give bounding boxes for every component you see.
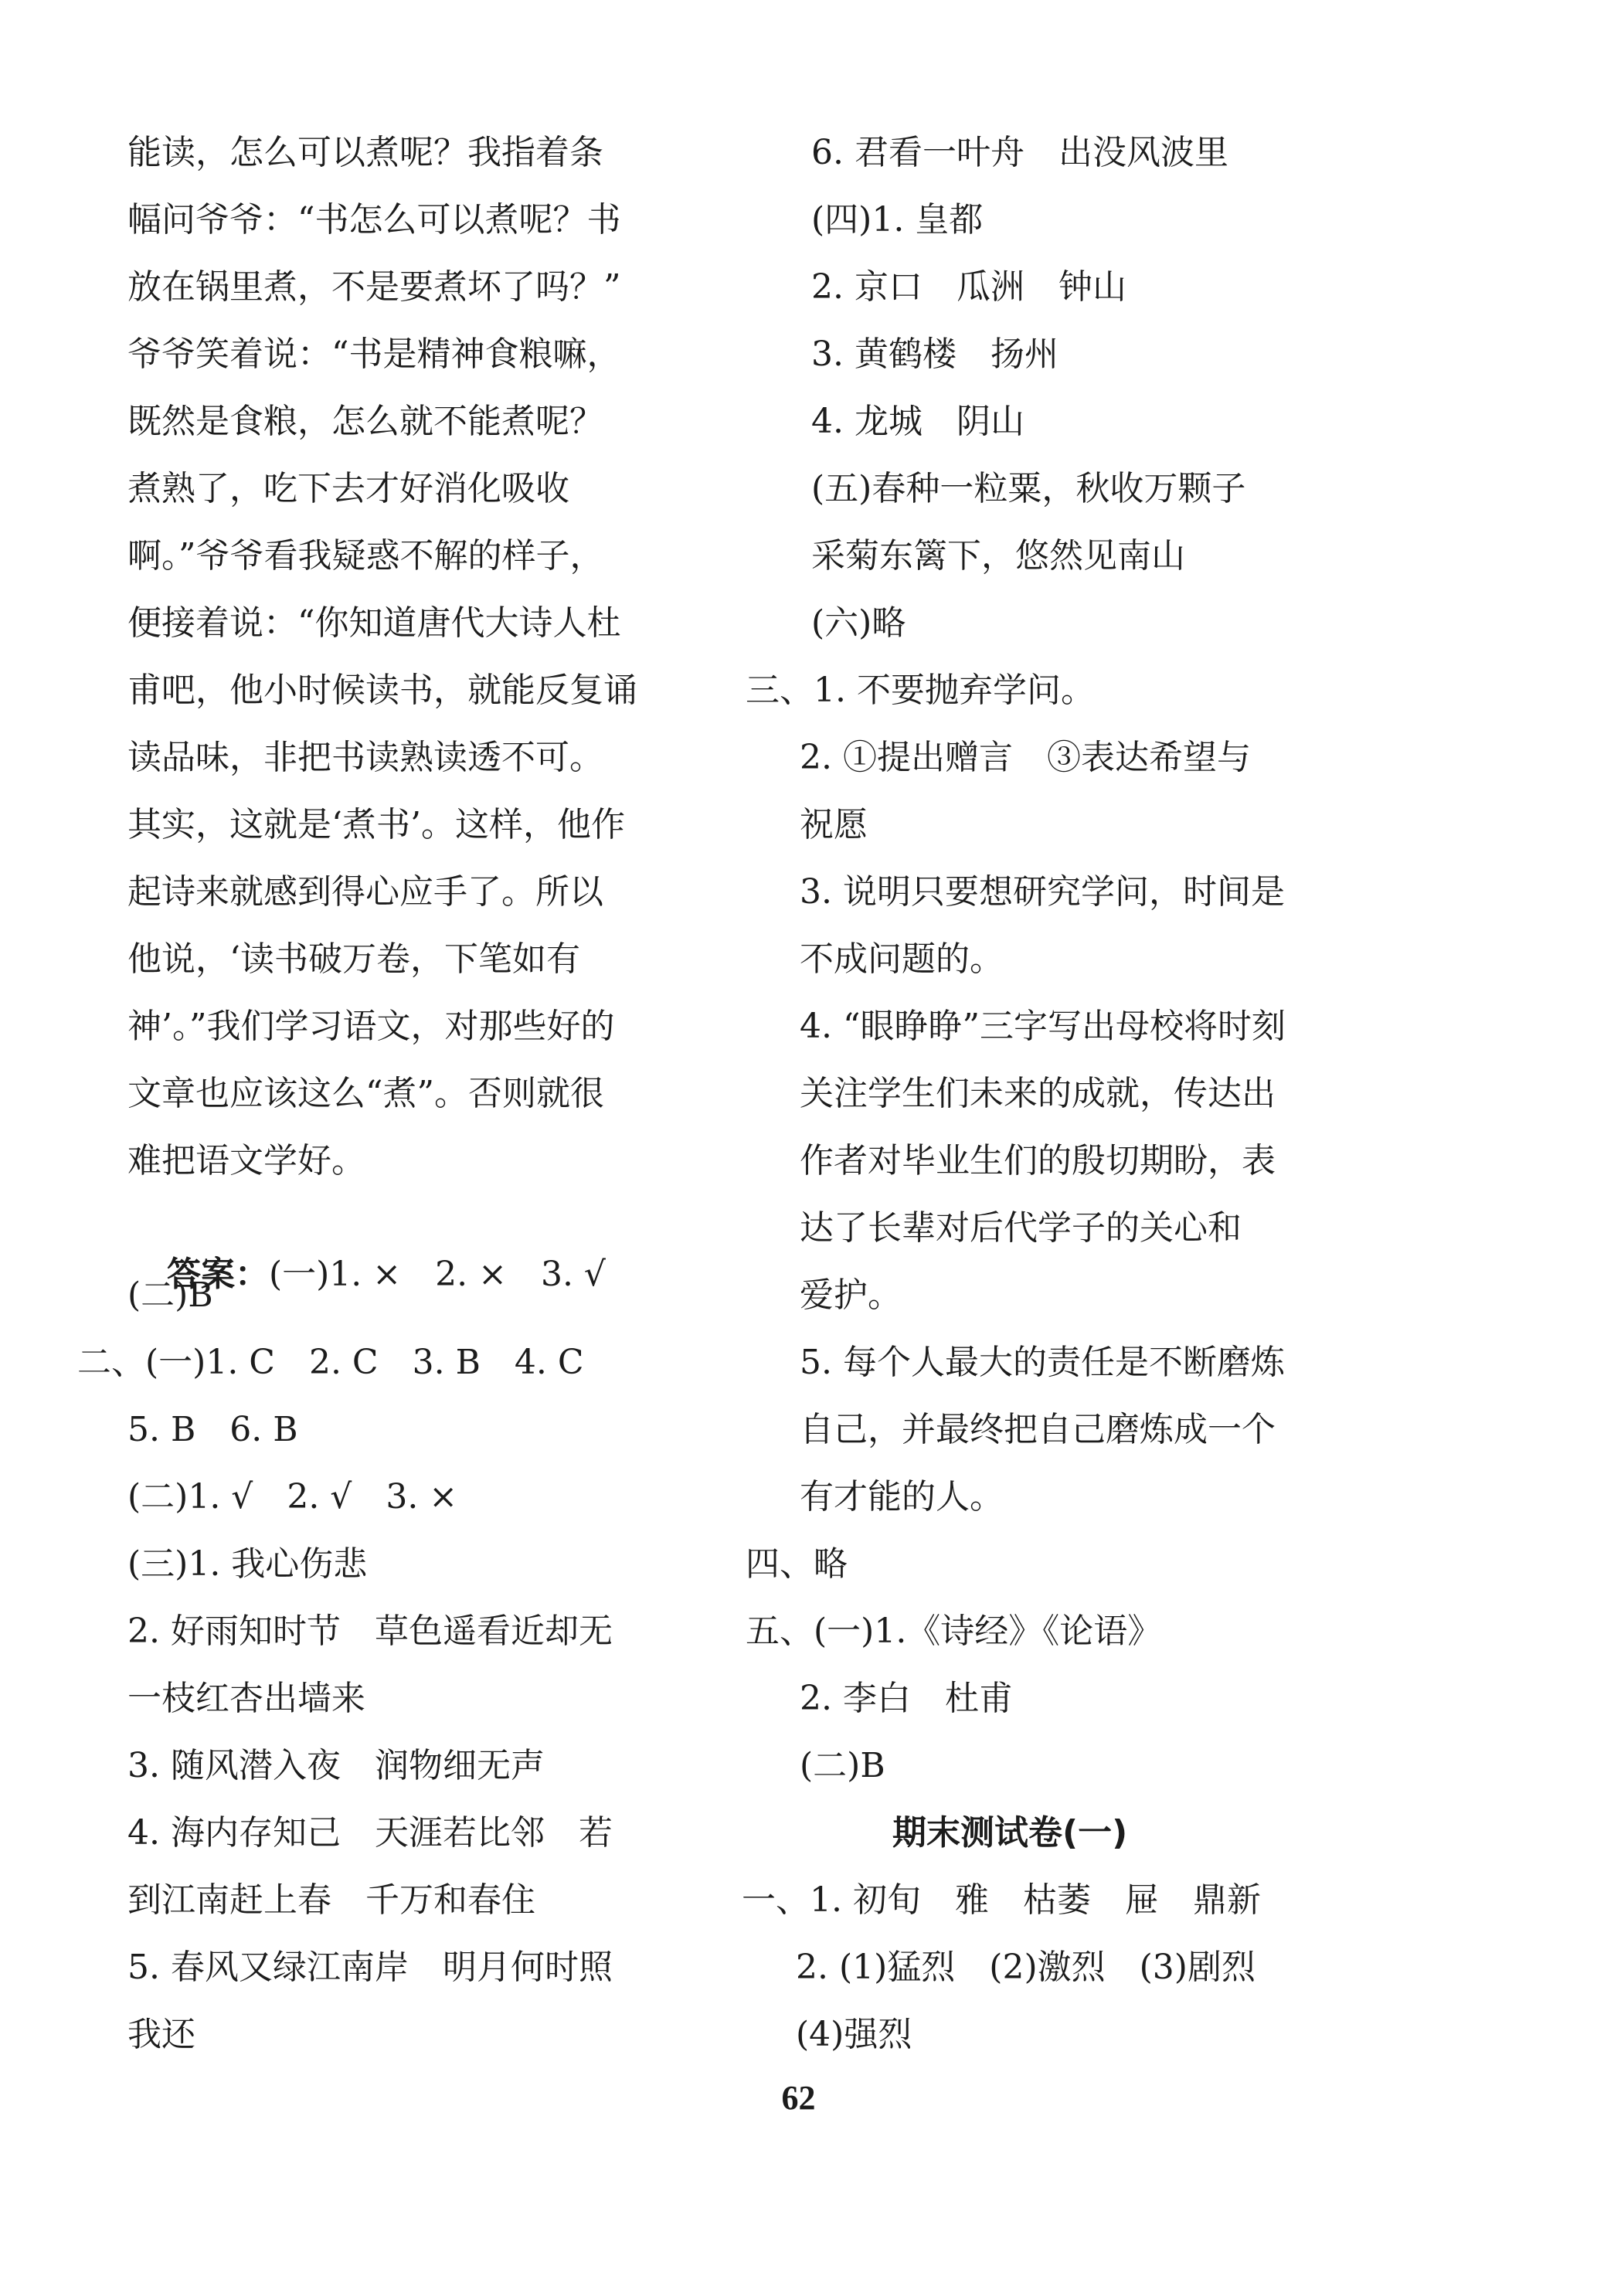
answer-line: 采菊东篱下，悠然见南山 xyxy=(811,536,1185,576)
answer-line: 2. ①提出赠言 ③表达希望与 xyxy=(800,738,1251,777)
answer-line: 三、1. 不要抛弃学问。 xyxy=(746,671,1095,710)
answer-line: 不成问题的。 xyxy=(800,939,1004,979)
answer-line: 4. “眼睁睁”三字写出母校将时刻 xyxy=(800,1007,1286,1046)
answer-line: (4)强烈 xyxy=(796,2015,912,2054)
answer-line: 达了长辈对后代学子的关心和 xyxy=(800,1208,1242,1248)
answer-line: 二、(一)1. C 2. C 3. B 4. C xyxy=(77,1343,584,1382)
answer-line: 3. 黄鹤楼 扬州 xyxy=(811,335,1058,374)
answer-line xyxy=(124,1205,606,1294)
answer-label: 答案： xyxy=(166,1255,269,1294)
answer-line: 一枝红杏出墙来 xyxy=(127,1679,365,1718)
answer-line: 5. 春风又绿江南岸 明月何时照 xyxy=(127,1948,613,1987)
answer-line: 自己，并最终把自己磨炼成一个 xyxy=(800,1410,1276,1449)
answer-line: 2. 京口 瓜洲 钟山 xyxy=(811,267,1126,307)
answer-line: 4. 海内存知己 天涯若比邻 若 xyxy=(127,1813,613,1853)
essay-line: 啊。”爷爷看我疑惑不解的样子， xyxy=(127,536,604,576)
essay-line: 他说，‘读书破万卷，下笔如有 xyxy=(127,939,580,979)
answer-line: 祝愿 xyxy=(800,805,868,844)
answer-line: 2. (1)猛烈 (2)激烈 (3)剧烈 xyxy=(796,1948,1256,1987)
answer-line: 5. B 6. B xyxy=(127,1410,298,1449)
answer-line: 有才能的人。 xyxy=(800,1477,1004,1517)
answer-line: 6. 君看一叶舟 出没风波里 xyxy=(811,133,1228,172)
answer-line: 四、略 xyxy=(746,1544,848,1584)
essay-line: 难把语文学好。 xyxy=(127,1141,365,1180)
answer-line: 3. 说明只要想研究学问，时间是 xyxy=(800,872,1285,912)
exam-heading: 期末测试卷(一) xyxy=(892,1813,1128,1853)
answer-line: (五)春种一粒粟，秋收万颗子 xyxy=(811,469,1246,508)
answer-line: 一、1. 初旬 雅 枯萎 屉 鼎新 xyxy=(742,1880,1261,1920)
essay-line: 放在锅里煮，不是要煮坏了吗？” xyxy=(127,267,621,307)
answer-line: (四)1. 皇都 xyxy=(811,200,984,239)
answer-line: (二)1. √ 2. √ 3. × xyxy=(127,1477,458,1517)
answer-line: (六)略 xyxy=(811,603,906,643)
answer-line: 到江南赶上春 千万和春住 xyxy=(127,1880,535,1920)
answer-line: 关注学生们未来的成就，传达出 xyxy=(800,1074,1276,1113)
essay-line: 其实，这就是‘煮书’。这样，他作 xyxy=(127,805,625,844)
essay-line: 便接着说：“你知道唐代大诗人杜 xyxy=(127,603,621,643)
answer-line: 2. 好雨知时节 草色遥看近却无 xyxy=(127,1612,613,1651)
answer-line: 作者对毕业生们的殷切期盼，表 xyxy=(800,1141,1276,1180)
essay-line: 文章也应该这么“煮”。否则就很 xyxy=(127,1074,604,1113)
essay-line: 甫吧，他小时候读书，就能反复诵 xyxy=(127,671,637,710)
essay-line: 幅问爷爷：“书怎么可以煮呢？书 xyxy=(127,200,621,239)
essay-line: 能读，怎么可以煮呢？我指着条 xyxy=(127,133,603,172)
answer-line: 五、(一)1.《诗经》《论语》 xyxy=(746,1612,1162,1651)
essay-line: 读品味，非把书读熟读透不可。 xyxy=(127,738,603,777)
answer-line: 5. 每个人最大的责任是不断磨炼 xyxy=(800,1343,1285,1382)
essay-line: 既然是食粮，怎么就不能煮呢？ xyxy=(127,402,603,441)
answer-text: (一)1. × 2. × 3. √ xyxy=(268,1255,606,1294)
answer-line: (二)B xyxy=(127,1275,213,1315)
page-number: 62 xyxy=(781,2079,816,2117)
essay-line: 爷爷笑着说：“书是精神食粮嘛， xyxy=(127,335,621,374)
answer-line: 4. 龙城 阴山 xyxy=(811,402,1024,441)
answer-line: 我还 xyxy=(127,2015,195,2054)
answer-line: 3. 随风潜入夜 润物细无声 xyxy=(127,1746,545,1785)
essay-line: 起诗来就感到得心应手了。所以 xyxy=(127,872,603,912)
essay-line: 神’。”我们学习语文，对那些好的 xyxy=(127,1007,615,1046)
answer-line: (二)B xyxy=(800,1746,885,1785)
answer-line: (三)1. 我心伤悲 xyxy=(127,1544,368,1584)
essay-line: 煮熟了，吃下去才好消化吸收 xyxy=(127,469,569,508)
answer-line: 爱护。 xyxy=(800,1275,902,1315)
answer-line: 2. 李白 杜甫 xyxy=(800,1679,1013,1718)
